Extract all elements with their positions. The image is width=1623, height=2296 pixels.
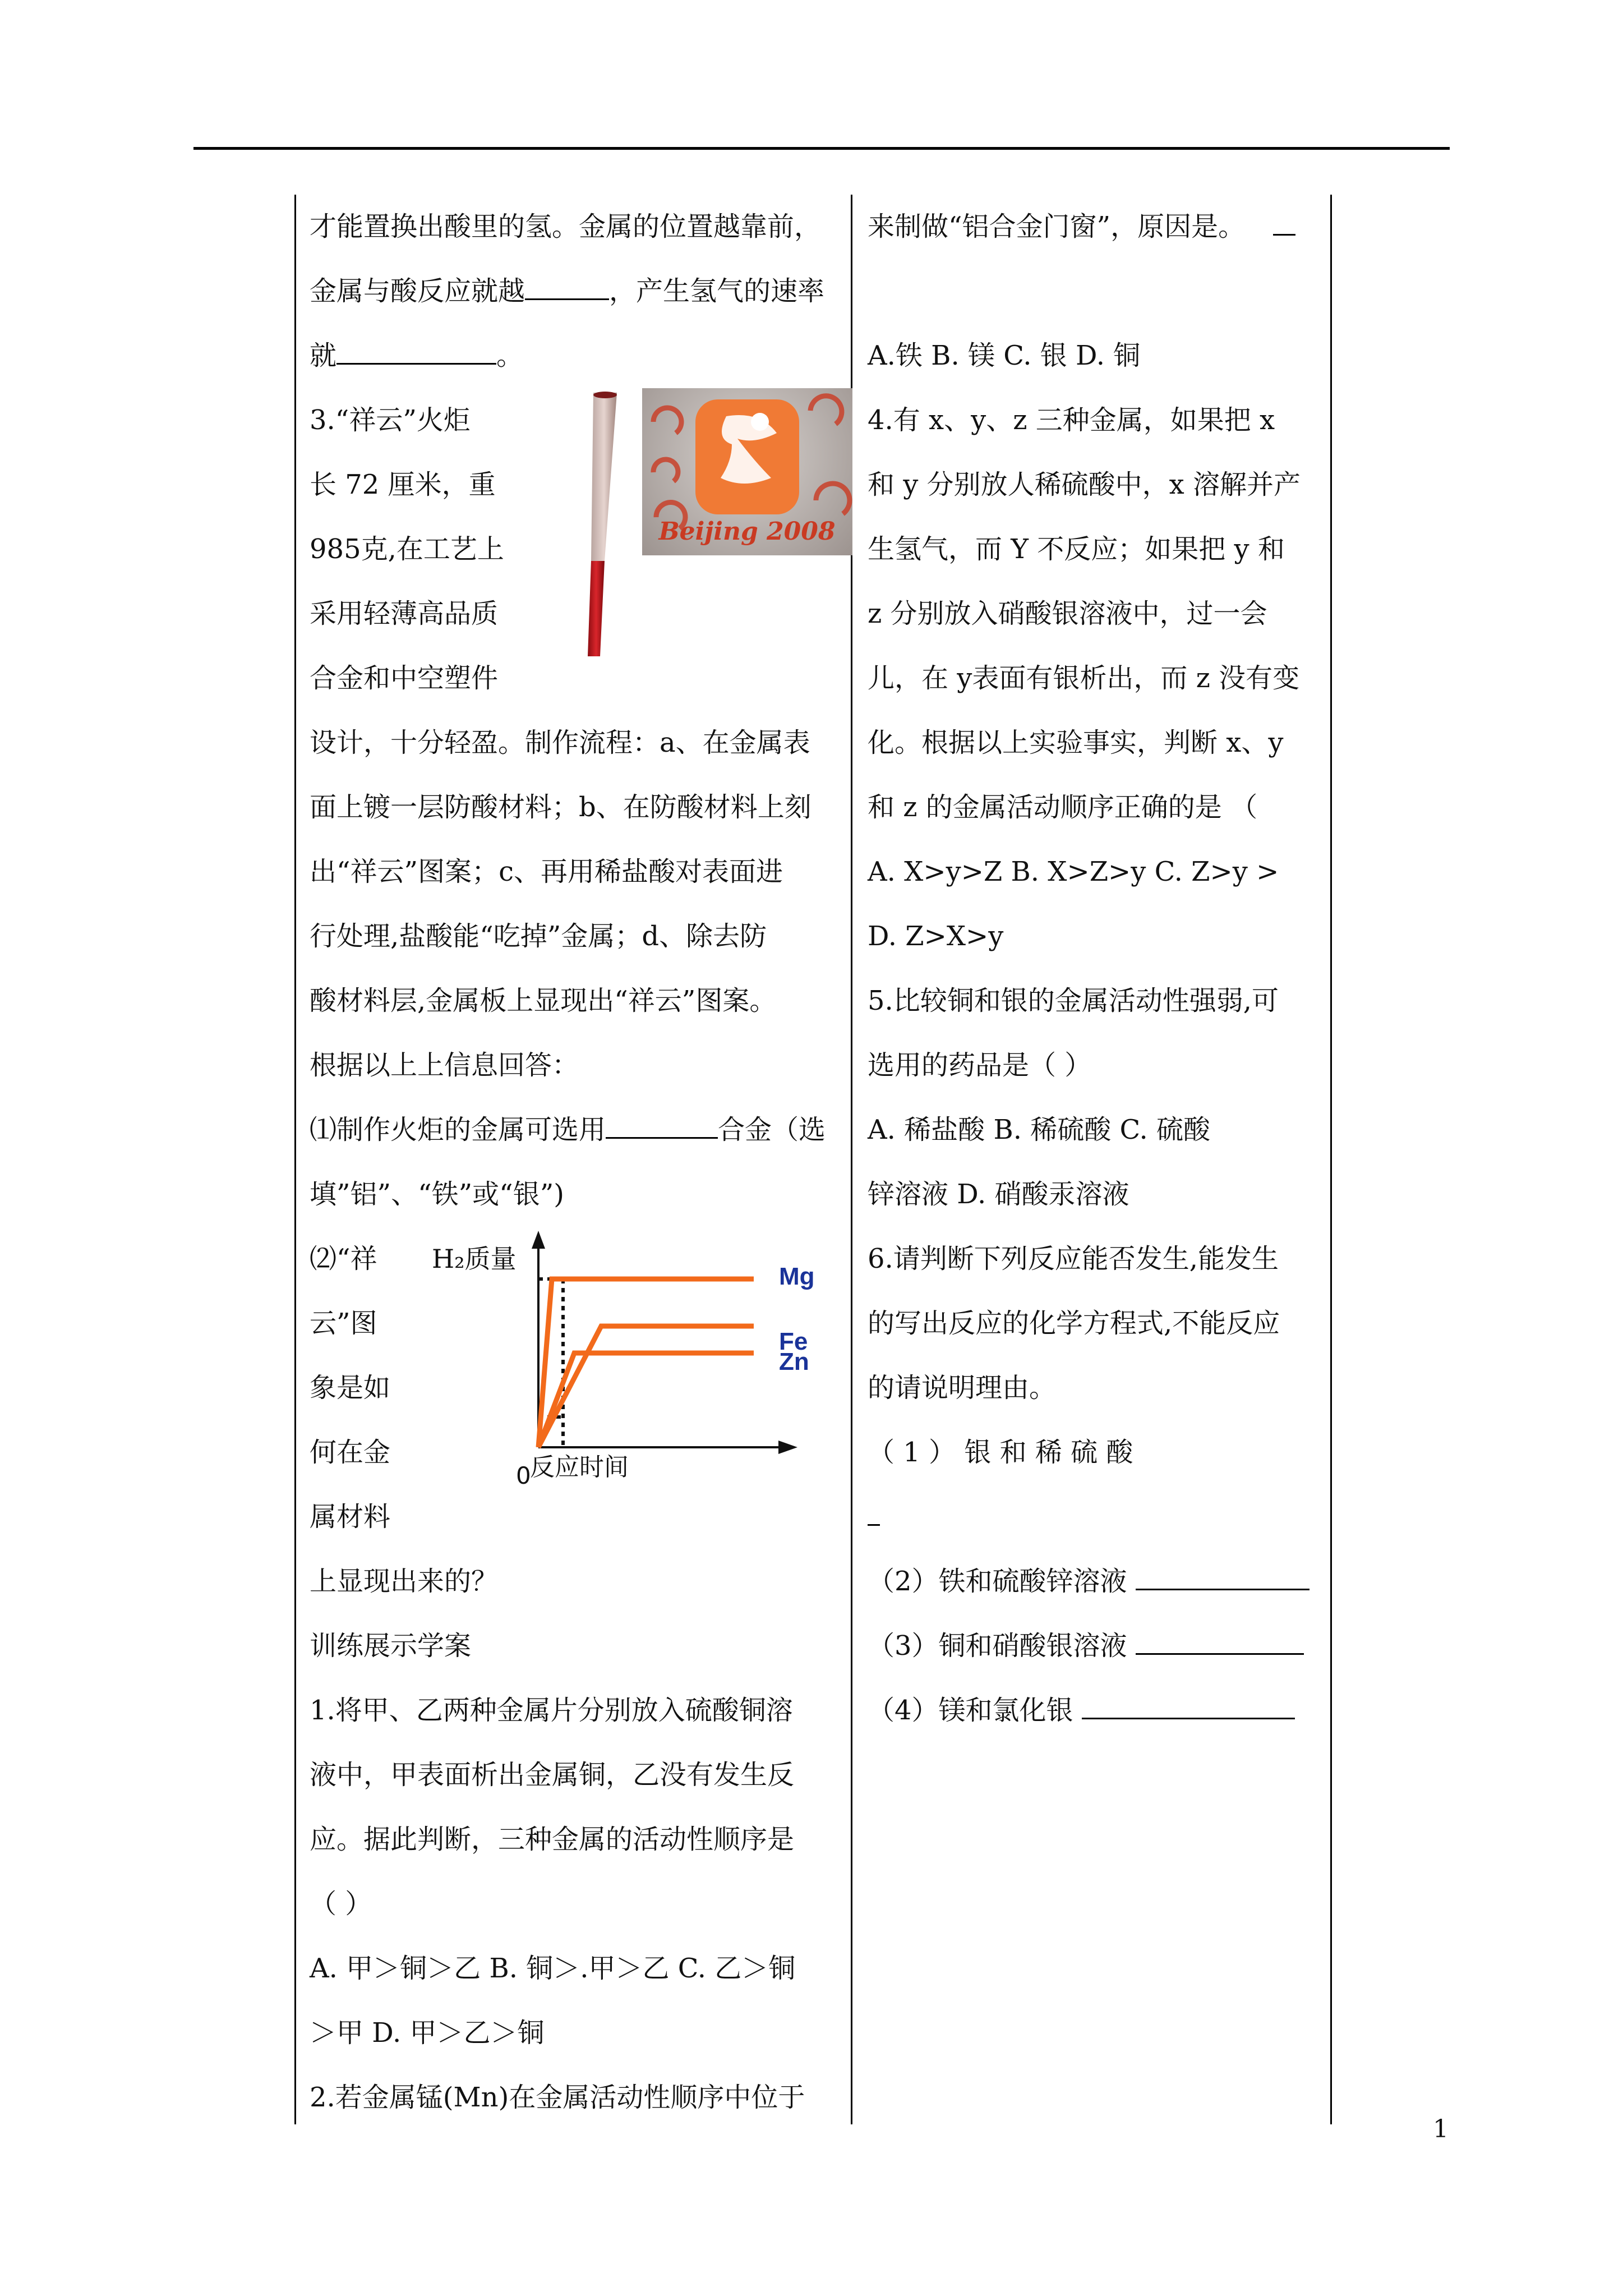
q1-line: 1.将甲、乙两种金属片分别放入硫酸铜溶 xyxy=(310,1695,793,1726)
beijing-2008-logo-image xyxy=(642,388,852,555)
q6-blank-line xyxy=(868,1485,1329,1549)
text-span: 金属与酸反应就越 xyxy=(310,275,525,307)
series-line-fe xyxy=(538,1326,754,1447)
answer-blank[interactable] xyxy=(868,1496,880,1526)
right-column xyxy=(868,195,1329,1743)
column-border-right xyxy=(1330,195,1332,2124)
y-axis-label: H₂质量 xyxy=(432,1244,517,1274)
q1-line: 应。据此判断，三种金属的活动性顺序是 xyxy=(310,1824,795,1855)
q4-option-line: D. Z>X>y xyxy=(868,921,1004,952)
text-span: （2）铁和硫酸锌溶液 xyxy=(868,1566,1127,1597)
text-span: 合金（选 xyxy=(718,1114,826,1145)
answer-blank[interactable] xyxy=(1273,206,1295,236)
q4-line: 生氢气，而 Y 不反应；如果把 y 和 xyxy=(868,533,1285,565)
q1-line: （ ） xyxy=(310,1888,372,1920)
q3-sub2-line: ⑵“祥 xyxy=(310,1243,377,1274)
q3-body-line: 出“祥云”图案；c、再用稀盐酸对表面进 xyxy=(310,856,783,887)
q3-body-line: 行处理,盐酸能“吃掉”金属；d、除去防 xyxy=(310,921,767,952)
answer-blank[interactable] xyxy=(1136,1625,1304,1655)
q2-cont-line xyxy=(868,195,1329,259)
column-border-left xyxy=(294,195,296,2124)
q3-sub2-line: 云”图 xyxy=(310,1308,377,1339)
q5-option-line: A. 稀盐酸 B. 稀硫酸 C. 硫酸 xyxy=(868,1114,1211,1145)
q3-sub2-line: 属材料 xyxy=(310,1501,391,1533)
q1-line: 液中，甲表面析出金属铜，乙没有发生反 xyxy=(310,1759,795,1791)
text-line xyxy=(310,324,851,388)
x-axis-label: 反应时间 xyxy=(530,1453,629,1481)
series-label-fe: Fe xyxy=(779,1328,808,1355)
q6-item xyxy=(868,1678,1329,1743)
answer-blank[interactable] xyxy=(336,335,496,365)
torch-image xyxy=(571,393,633,662)
q6-item xyxy=(868,1614,1329,1678)
q5-line: 选用的药品是（ ） xyxy=(868,1050,1092,1081)
q3-side-line: 3.“祥云”火炬 xyxy=(310,404,471,436)
text-span: （3）铜和硝酸银溶液 xyxy=(868,1630,1127,1662)
section-title: 训练展示学案 xyxy=(310,1630,472,1662)
empty-line xyxy=(868,259,1329,324)
y-axis-arrow xyxy=(532,1231,545,1249)
q3-side-line: 合金和中空塑件 xyxy=(310,662,499,694)
q2-options: A.铁 B. 镁 C. 银 D. 铜 xyxy=(868,340,1141,371)
answer-blank[interactable] xyxy=(606,1109,718,1139)
header-rule xyxy=(193,147,1450,150)
q3-sub1-line xyxy=(310,1098,851,1162)
series-label-zn: Zn xyxy=(779,1348,809,1375)
q4-line: 儿，在 y表面有银析出，而 z 没有变 xyxy=(868,662,1300,694)
q2-line: 2.若金属锰(Mn)在金属活动性顺序中位于 xyxy=(310,2082,805,2113)
q3-sub1-line: 填”铝”、“铁”或“银”) xyxy=(310,1179,564,1210)
q6-item xyxy=(868,1549,1329,1614)
series-label-mg: Mg xyxy=(779,1263,815,1290)
text-line xyxy=(310,259,851,324)
series-line-zn xyxy=(538,1353,754,1447)
text-span: 来制做“铝合金门窗”，原因是。 xyxy=(868,211,1246,242)
text-span: ⑴制作火炬的金属可选用 xyxy=(310,1114,606,1145)
logo-text: Beijing 2008 xyxy=(658,517,836,546)
q3-side-line: 采用轻薄高品质 xyxy=(310,598,499,629)
q6-line: 的写出反应的化学方程式,不能反应 xyxy=(868,1308,1280,1339)
q6-line: 的请说明理由。 xyxy=(868,1372,1057,1404)
answer-blank[interactable] xyxy=(1136,1561,1310,1590)
q3-body-line: 面上镀一层防酸材料；b、在防酸材料上刻 xyxy=(310,792,811,823)
page-number: 1 xyxy=(1433,2115,1449,2143)
q5-line: 5.比较铜和银的金属活动性强弱,可 xyxy=(868,985,1279,1016)
q1-line: A. 甲＞铜＞乙 B. 铜＞.甲＞乙 C. 乙＞铜 xyxy=(310,1953,796,1984)
q4-line: 4.有 x、y、z 三种金属，如果把 x xyxy=(868,404,1275,436)
q4-line: 和 z 的金属活动顺序正确的是 （ xyxy=(868,792,1258,823)
q3-side-line: 长 72 厘米，重 xyxy=(310,469,496,500)
q3-sub2-line: 象是如 xyxy=(310,1372,391,1404)
text-span: 。 xyxy=(496,340,524,371)
q5-option-line: 锌溶液 D. 硝酸汞溶液 xyxy=(868,1179,1129,1210)
text-span: ，产生氢气的速率 xyxy=(609,275,825,307)
answer-blank[interactable] xyxy=(1082,1690,1295,1719)
q6-item: （ 1 ） 银 和 稀 硫 酸 xyxy=(868,1437,1133,1468)
q1-line: ＞甲 D. 甲＞乙＞铜 xyxy=(310,2017,545,2049)
q4-option-line: A. X>y>Z B. X>Z>y C. Z>y > xyxy=(868,856,1279,887)
q3-body-line: 根据以上上信息回答： xyxy=(310,1050,579,1081)
text-span: （4）镁和氯化银 xyxy=(868,1695,1073,1726)
q3-body-line: 酸材料层,金属板上显现出“祥云”图案。 xyxy=(310,985,777,1016)
q3-side-line: 985克,在工艺上 xyxy=(310,533,504,565)
origin-label: 0 xyxy=(516,1462,531,1489)
h2-mass-chart xyxy=(426,1223,815,1492)
q4-line: 化。根据以上实验事实，判断 x、y xyxy=(868,727,1284,758)
text-span: 就 xyxy=(310,340,337,371)
q3-sub2-line: 上显现出来的？ xyxy=(310,1566,499,1597)
q3-sub2-line: 何在金 xyxy=(310,1437,391,1468)
text-line: 才能置换出酸里的氢。金属的位置越靠前， xyxy=(310,211,822,242)
answer-blank[interactable] xyxy=(525,270,609,300)
q3-body-line: 设计，十分轻盈。制作流程：a、在金属表 xyxy=(310,727,810,758)
x-axis-arrow xyxy=(778,1441,797,1454)
q6-line: 6.请判断下列反应能否发生,能发生 xyxy=(868,1243,1279,1274)
q4-line: z 分别放入硝酸银溶液中，过一会 xyxy=(868,598,1267,629)
q4-line: 和 y 分别放人稀硫酸中，x 溶解并产 xyxy=(868,469,1301,500)
logo-graphic xyxy=(642,388,852,555)
